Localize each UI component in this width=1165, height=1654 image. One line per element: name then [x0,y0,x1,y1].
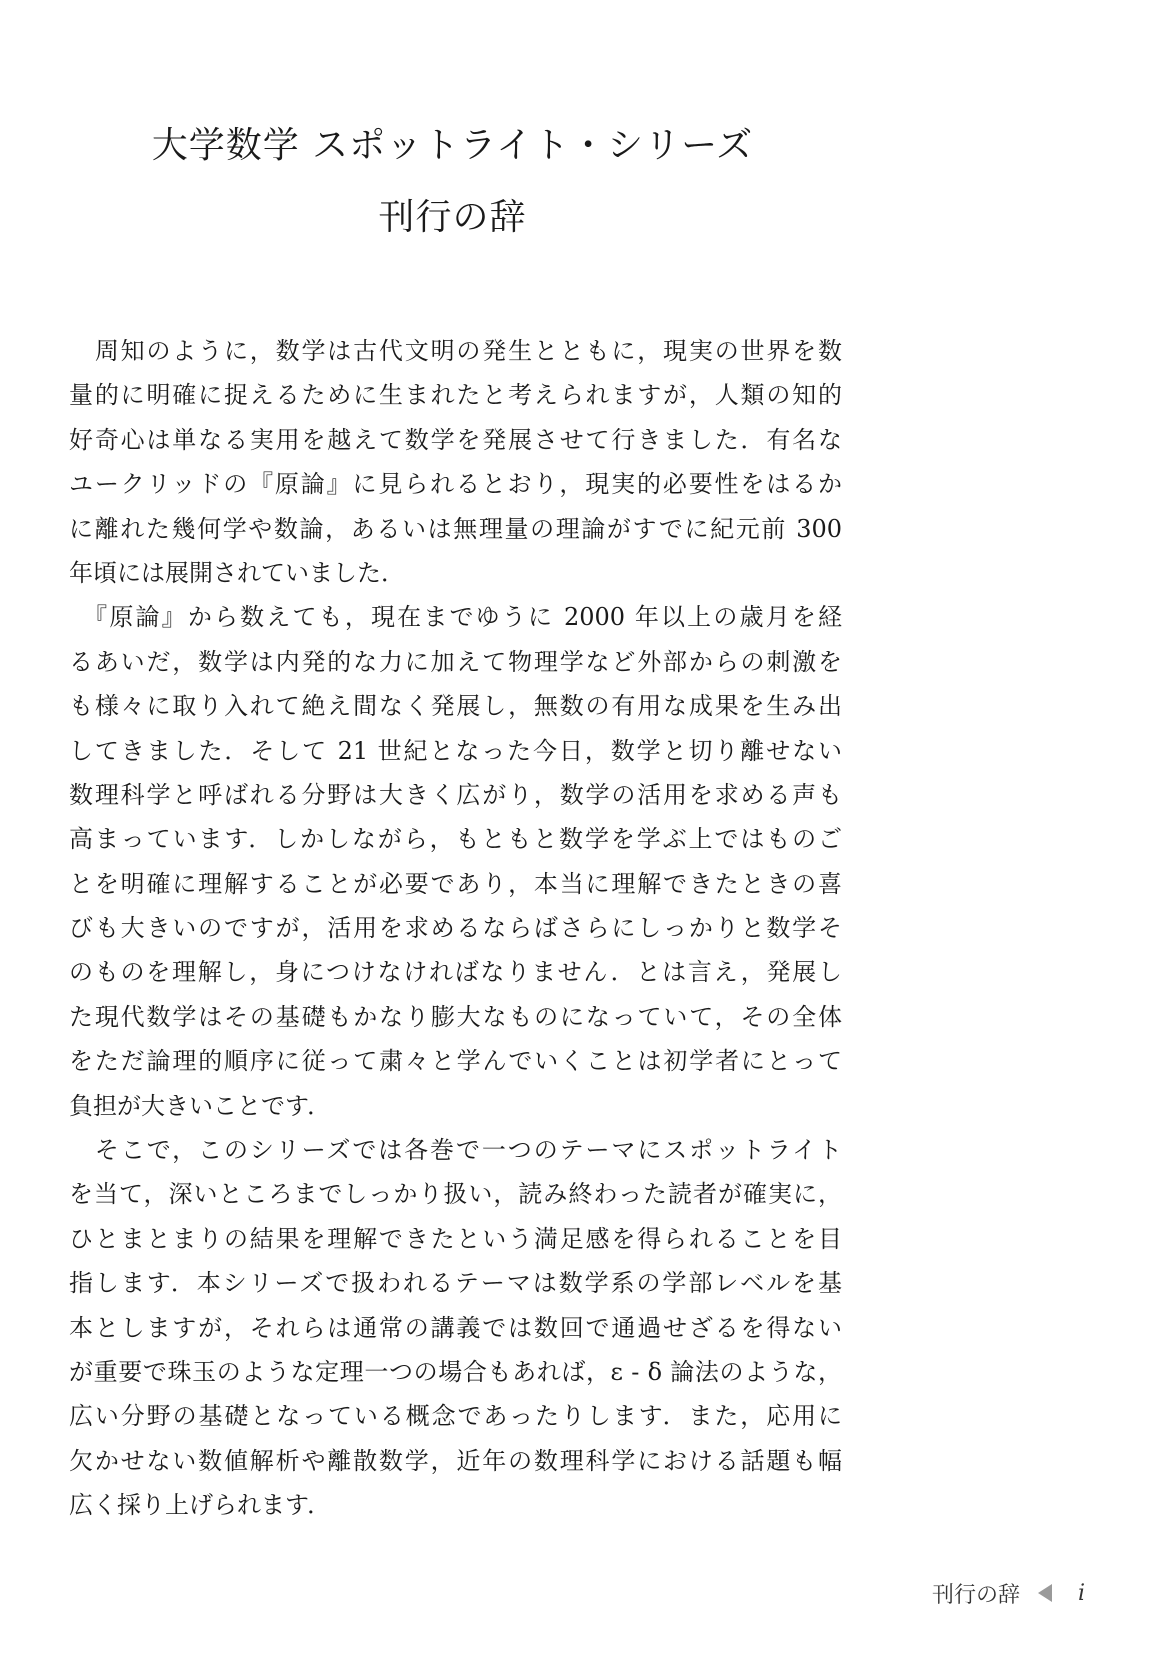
series-title: 大学数学 スポットライト・シリーズ [151,125,754,166]
body-line: 本としますが，それらは通常の講義では数回で通過せざるを得ない [69,1313,842,1342]
body-line: 広い分野の基礎となっている概念であったりします．また，応用に [69,1402,842,1431]
body-line: 負担が大きいことです． [69,1091,332,1120]
body-line: 量的に明確に捉えるために生まれたと考えられますが，人類の知的 [69,381,842,410]
title-block [0,125,905,238]
body-line: 高まっています．しかしながら，もともと数学を学ぶ上ではものご [69,825,842,854]
body-line: るあいだ，数学は内発的な力に加えて物理学など外部からの刺激を [69,647,842,676]
left-triangle-icon [1038,1584,1052,1602]
body-line: が重要で珠玉のような定理一つの場合もあれば，ε - δ 論法のような， [69,1357,842,1386]
running-title: 刊行の辞 [931,1582,1020,1608]
page-number: i [1077,1580,1085,1606]
body-line: ユークリッドの『原論』に見られるとおり，現実的必要性をはるか [69,470,842,499]
body-line: びも大きいのですが，活用を求めるならばさらにしっかりと数学そ [69,914,842,943]
body-line: 『原論』から数えても，現在までゆうに 2000 年以上の歳月を経 [69,603,842,632]
body-line: を当て，深いところまでしっかり扱い，読み終わった読者が確実に， [69,1180,842,1209]
body-line: た現代数学はその基礎もかなり膨大なものになっていて，その全体 [69,1002,842,1031]
body-line: をただ論理的順序に従って粛々と学んでいくことは初学者にとって [69,1047,842,1076]
body-line: とを明確に理解することが必要であり，本当に理解できたときの喜 [69,869,842,898]
body-text [69,336,842,1535]
body-line: ひとまとまりの結果を理解できたという満足感を得られることを目 [69,1224,842,1253]
body-line: に離れた幾何学や数論，あるいは無理量の理論がすでに紀元前 300 [69,514,842,543]
body-line: も様々に取り入れて絶え間なく発展し，無数の有用な成果を生み出 [69,692,842,721]
body-line: 好奇心は単なる実用を越えて数学を発展させて行きました．有名な [69,425,842,454]
body-line: そこで，このシリーズでは各巻で一つのテーマにスポットライト [69,1136,842,1165]
page-footer [932,1578,1085,1608]
body-line: 指します．本シリーズで扱われるテーマは数学系の学部レベルを基 [69,1269,842,1298]
body-line: 周知のように，数学は古代文明の発生とともに，現実の世界を数 [69,337,842,365]
body-line: 数理科学と呼ばれる分野は大きく広がり，数学の活用を求める声も [69,780,842,809]
section-title: 刊行の辞 [378,197,527,238]
body-line: 広く採り上げられます． [69,1491,332,1520]
body-line: 欠かせない数値解析や離散数学，近年の数理科学における話題も幅 [69,1446,842,1475]
body-line: のものを理解し，身につけなければなりません．とは言え，発展し [69,958,842,987]
body-line: 年頃には展開されていました． [69,558,405,587]
body-line: してきました．そして 21 世紀となった今日，数学と切り離せない [69,736,842,765]
